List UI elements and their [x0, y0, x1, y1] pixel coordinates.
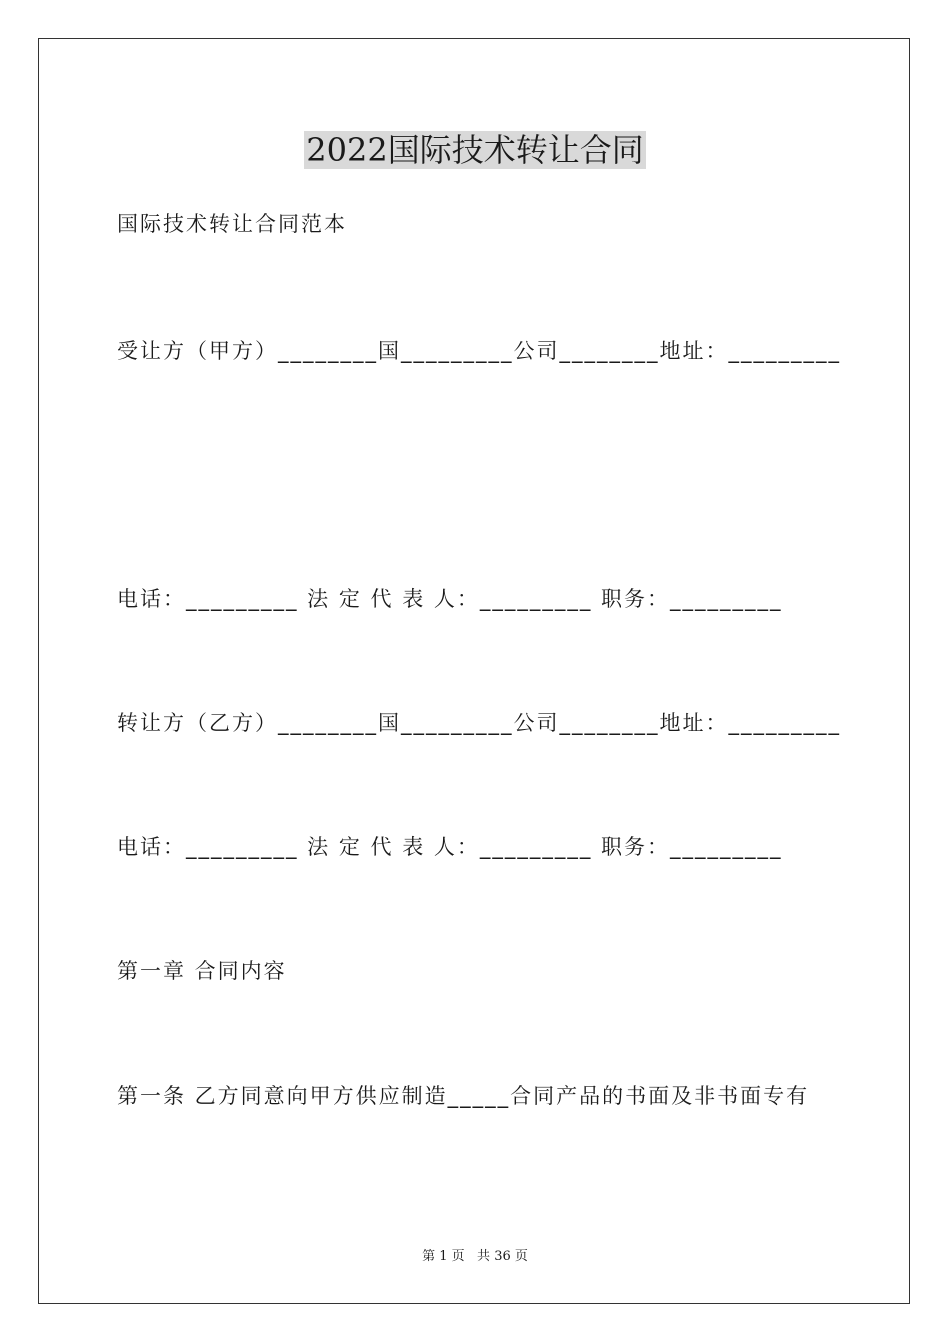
transferee-contact-line: 电话：_________ 法 定 代 表 人：_________ 职务：_________	[117, 587, 783, 611]
transferor-info-line: 转让方（乙方）________国_________公司________地址：_________	[117, 711, 841, 735]
subtitle-line: 国际技术转让合同范本	[117, 212, 347, 236]
document-title-text: 2022国际技术转让合同	[306, 131, 644, 169]
document-title	[0, 128, 950, 172]
chapter-heading: 第一章 合同内容	[117, 959, 287, 983]
transferee-info-line: 受让方（甲方）________国_________公司________地址：_________	[117, 339, 841, 363]
transferor-contact-line: 电话：_________ 法 定 代 表 人：_________ 职务：_________	[117, 835, 783, 859]
article-paragraph: 第一条 乙方同意向甲方供应制造_____合同产品的书面及非书面专有	[117, 1084, 810, 1108]
page-number-footer: 第 1 页 共 36 页	[422, 1249, 528, 1264]
